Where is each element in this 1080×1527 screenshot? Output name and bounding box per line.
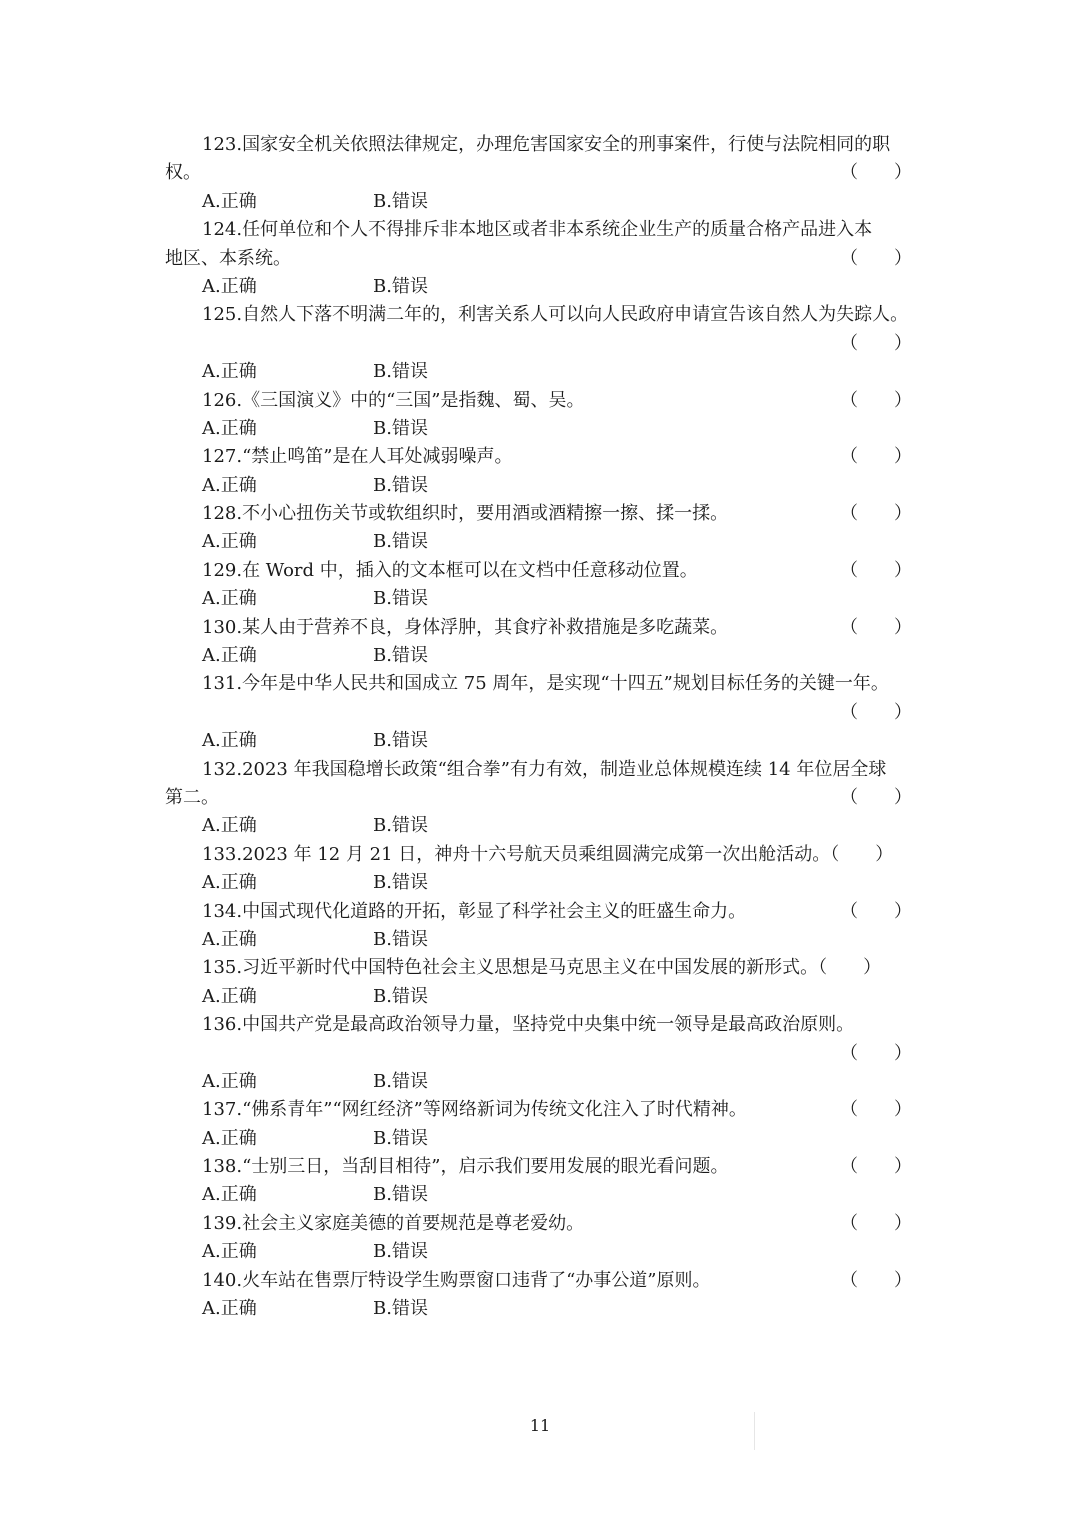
question-text: 129.在 Word 中，插入的文本框可以在文档中任意移动位置。 <box>202 559 698 581</box>
question-136-line2 <box>165 1040 940 1068</box>
question-125-line1 <box>165 301 940 329</box>
question-136-options <box>165 1068 940 1096</box>
question-123-options <box>165 188 940 216</box>
answer-blank: （ ） <box>840 503 912 525</box>
option-b: B.错误 <box>373 928 428 950</box>
question-132-options <box>165 812 940 840</box>
answer-blank: （ ） <box>840 162 912 184</box>
question-130-line1 <box>165 614 940 642</box>
option-b: B.错误 <box>373 417 428 439</box>
answer-blank: （ ） <box>840 446 912 468</box>
answer-blank: （ ） <box>840 786 912 808</box>
option-a: A.正确 <box>202 417 257 439</box>
question-129-line1 <box>165 557 940 585</box>
answer-blank: （ ） <box>840 332 912 354</box>
question-126-options <box>165 415 940 443</box>
question-text: 123.国家安全机关依照法律规定，办理危害国家安全的刑事案件，行使与法院相同的职 <box>202 134 891 155</box>
question-text: 125.自然人下落不明满二年的，利害关系人可以向人民政府申请宣告该自然人为失踪人。 <box>202 304 909 326</box>
option-a: A.正确 <box>202 588 257 610</box>
answer-blank: （ ） <box>840 559 912 581</box>
option-b: B.错误 <box>373 361 428 383</box>
option-b: B.错误 <box>373 1241 428 1263</box>
question-134-line1 <box>165 898 940 926</box>
answer-blank: （ ） <box>840 389 912 411</box>
option-a: A.正确 <box>202 985 257 1007</box>
question-127-line1 <box>165 443 940 471</box>
question-133-line1 <box>165 841 940 869</box>
question-131-options <box>165 727 940 755</box>
option-a: A.正确 <box>202 1298 257 1320</box>
question-128-line1 <box>165 500 940 528</box>
question-text: 128.不小心扭伤关节或软组织时，要用酒或酒精擦一擦、揉一揉。 <box>202 503 729 525</box>
answer-blank: （ ） <box>840 1156 912 1178</box>
answer-blank: （ ） <box>840 1269 912 1291</box>
answer-blank: （ ） <box>840 247 912 269</box>
question-text: 127.“禁止鸣笛”是在人耳处减弱噪声。 <box>202 446 513 468</box>
option-b: B.错误 <box>373 872 428 894</box>
option-b: B.错误 <box>373 1184 428 1206</box>
question-140-line1 <box>165 1267 940 1295</box>
option-b: B.错误 <box>373 275 428 297</box>
question-140-options <box>165 1295 940 1323</box>
option-a: A.正确 <box>202 531 257 553</box>
question-text: 131.今年是中华人民共和国成立 75 周年，是实现“十四五”规划目标任务的关键一年。 <box>202 673 889 695</box>
question-list <box>165 131 940 1323</box>
option-b: B.错误 <box>373 815 428 837</box>
option-a: A.正确 <box>202 1070 257 1092</box>
question-133-options <box>165 869 940 897</box>
question-text: 132.2023 年我国稳增长政策“组合拳”有力有效，制造业总体规模连续 14 年位居全球 <box>202 758 887 780</box>
question-137-options <box>165 1125 940 1153</box>
answer-blank: （ ） <box>840 1042 912 1064</box>
answer-blank: （ ） <box>840 1212 912 1234</box>
question-text: 137.“佛系青年”“网红经济”等网络新词为传统文化注入了时代精神。 <box>202 1099 747 1121</box>
question-124-line2 <box>165 245 940 273</box>
option-a: A.正确 <box>202 815 257 837</box>
question-text: 权。 <box>165 162 201 184</box>
question-123-line2 <box>165 159 940 187</box>
question-text: 136.中国共产党是最高政治领导力量，坚持党中央集中统一领导是最高政治原则。 <box>202 1014 855 1036</box>
question-127-options <box>165 472 940 500</box>
answer-blank: （ ） <box>840 900 912 922</box>
option-a: A.正确 <box>202 645 257 667</box>
answer-blank: （ ） <box>840 616 912 638</box>
option-a: A.正确 <box>202 275 257 297</box>
question-123-line1 <box>165 131 940 159</box>
option-a: A.正确 <box>202 928 257 950</box>
option-a: A.正确 <box>202 1184 257 1206</box>
question-138-line1 <box>165 1153 940 1181</box>
question-text: 140.火车站在售票厅特设学生购票窗口违背了“办事公道”原则。 <box>202 1269 711 1291</box>
question-128-options <box>165 528 940 556</box>
question-text: 133.2023 年 12 月 21 日，神舟十六号航天员乘组圆满完成第一次出舱活动。（ ） <box>202 843 894 865</box>
question-132-line2 <box>165 784 940 812</box>
question-139-options <box>165 1238 940 1266</box>
page-number: 11 <box>529 1416 551 1435</box>
option-b: B.错误 <box>373 1127 428 1149</box>
question-text: 第二。 <box>165 786 219 808</box>
question-136-line1 <box>165 1011 940 1039</box>
option-a: A.正确 <box>202 190 257 212</box>
question-126-line1 <box>165 387 940 415</box>
option-a: A.正确 <box>202 730 257 752</box>
edge-divider <box>754 1412 755 1450</box>
question-138-options <box>165 1181 940 1209</box>
question-text: 126.《三国演义》中的“三国”是指魏、蜀、吴。 <box>202 389 585 411</box>
option-b: B.错误 <box>373 1070 428 1092</box>
question-135-line1 <box>165 954 940 982</box>
option-b: B.错误 <box>373 531 428 553</box>
option-a: A.正确 <box>202 1241 257 1263</box>
option-b: B.错误 <box>373 588 428 610</box>
question-text: 138.“士别三日，当刮目相待”，启示我们要用发展的眼光看问题。 <box>202 1156 729 1178</box>
question-129-options <box>165 585 940 613</box>
question-text: 130.某人由于营养不良，身体浮肿，其食疗补救措施是多吃蔬菜。 <box>202 616 729 638</box>
option-a: A.正确 <box>202 872 257 894</box>
answer-blank: （ ） <box>840 1099 912 1121</box>
option-b: B.错误 <box>373 645 428 667</box>
question-132-line1 <box>165 756 940 784</box>
question-137-line1 <box>165 1096 940 1124</box>
question-text: 135.习近平新时代中国特色社会主义思想是马克思主义在中国发展的新形式。（ ） <box>202 957 882 979</box>
question-139-line1 <box>165 1210 940 1238</box>
option-b: B.错误 <box>373 985 428 1007</box>
question-130-options <box>165 642 940 670</box>
question-125-options <box>165 358 940 386</box>
option-b: B.错误 <box>373 1298 428 1320</box>
answer-blank: （ ） <box>840 701 912 723</box>
question-135-options <box>165 983 940 1011</box>
option-b: B.错误 <box>373 190 428 212</box>
question-124-line1 <box>165 216 940 244</box>
option-b: B.错误 <box>373 474 428 496</box>
option-a: A.正确 <box>202 1127 257 1149</box>
question-124-options <box>165 273 940 301</box>
question-134-options <box>165 926 940 954</box>
question-text: 134.中国式现代化道路的开拓，彰显了科学社会主义的旺盛生命力。 <box>202 900 747 922</box>
option-a: A.正确 <box>202 361 257 383</box>
question-text: 139.社会主义家庭美德的首要规范是尊老爱幼。 <box>202 1212 585 1234</box>
question-text: 地区、本系统。 <box>165 247 291 269</box>
option-a: A.正确 <box>202 474 257 496</box>
question-131-line2 <box>165 699 940 727</box>
option-b: B.错误 <box>373 730 428 752</box>
question-125-line2 <box>165 330 940 358</box>
question-text: 124.任何单位和个人不得排斥非本地区或者非本系统企业生产的质量合格产品进入本 <box>202 219 873 241</box>
question-131-line1 <box>165 670 940 698</box>
